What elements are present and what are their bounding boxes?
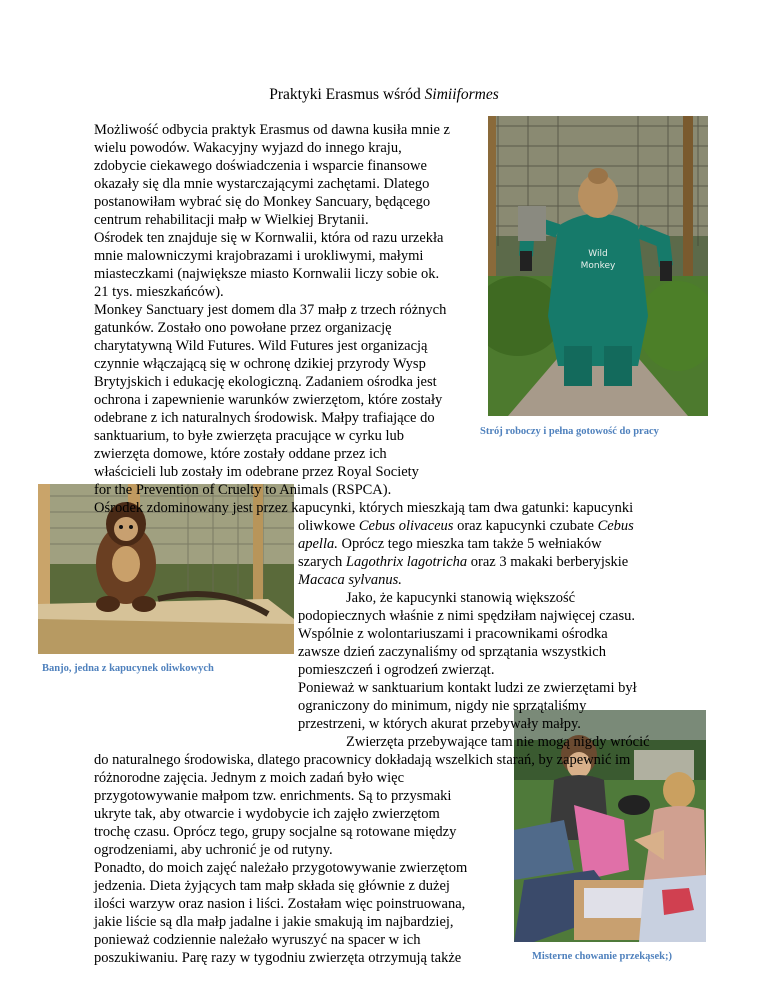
text-line: ponieważ codziennie należało wyruszyć na spacer w ich [94,932,421,948]
text-line: miasteczkami (największe miasto Kornwalii liczy sobie ok. [94,266,440,282]
text-line: pomieszczeń i ogrodzeń zwierząt. [298,662,495,678]
text-line: postanowiłam wybrać się do Monkey Sancuary, będącego [94,194,431,210]
text-line: odebrane z ich naturalnych środowisk. Małpy trafiające do [94,410,435,426]
text-line: trochę czasu. Oprócz tego, grupy socjalne są rotowane między [94,824,457,840]
text-line: charytatywną Wild Futures. Wild Futures jest organizacją [94,338,428,354]
text-line: właścicieli lub zostały im odebrane przez Royal Society [94,464,419,480]
text-line: do naturalnego środowiska, dlatego pracownicy dokładają wszelkich starań, by zapewnić im [94,752,631,768]
text-line: wielu powodów. Wakacyjny wyjazd do innego kraju, [94,140,402,156]
text-line: zdobycie ciekawego doświadczenia i wsparcie finansowe [94,158,427,174]
text-line: Możliwość odbycia praktyk Erasmus od dawna kusiła mnie z [94,122,450,138]
text-line: Ośrodek ten znajduje się w Kornwalii, która od razu urzekła [94,230,444,246]
worker-photo-caption: Strój roboczy i pełna gotowość do pracy [480,426,659,437]
text-line: Brytyjskich i edukację ekologiczną. Zadaniem ośrodka jest [94,374,437,390]
svg-text:Monkey: Monkey [580,261,616,271]
species-line: apella. Oprócz tego mieszka tam także 5 wełniaków [298,536,602,552]
text-line: mnie malowniczymi krajobrazami i urokliwymi, małymi [94,248,424,264]
text-line: zwierzęta domowe, które zostały oddane przez ich [94,446,387,462]
text-line: for the Prevention of Cruelty to Animals (RSPCA). [94,482,392,498]
svg-text:Wild: Wild [588,249,608,259]
text-line: Zwierzęta przebywające tam nie mogą nigdy wrócić [346,734,650,750]
text-line: ilości warzyw oraz nasion i liści. Zostałam więc poinstruowana, [94,896,466,912]
species-line: Macaca sylvanus. [298,572,402,588]
text-line: gatunków. Zostało ono powołane przez organizację [94,320,392,336]
text-line: podopiecznych właśnie z nimi spędziłam najwięcej czasu. [298,608,635,624]
text-line: Monkey Sanctuary jest domem dla 37 małp z trzech różnych [94,302,447,318]
text-line: okazały się dla mnie wystarczającymi zachętami. Dlatego [94,176,430,192]
text-line: poszukiwaniu. Parę razy w tygodniu zwierzęta otrzymują także [94,950,462,966]
species-line: szarych Lagothrix lagotricha oraz 3 makaki berberyjskie [298,554,629,570]
worker-photo [488,116,708,416]
text-line: ukryte tak, aby otwarcie i wydobycie ich zajęło zwierzętom [94,806,440,822]
text-line: jedzenia. Dieta żyjących tam małp składa się głównie z dużej [94,878,450,894]
text-line: Jako, że kapucynki stanowią większość [346,590,576,606]
text-line: Wspólnie z wolontariuszami i pracownikami ośrodka [298,626,608,642]
text-line: czynnie włączającą się w ochronę dzikiej przyrody Wysp [94,356,426,372]
capuchin-photo-caption: Banjo, jedna z kapucynek oliwkowych [42,663,214,674]
page-title: Praktyki Erasmus wśród Simiiformes [269,86,499,103]
text-line: 21 tys. mieszkańców). [94,284,224,300]
text-line: Ponieważ w sanktuarium kontakt ludzi ze zwierzętami był [298,680,637,696]
text-line: ogrodzeniami, aby uchronić je od rutyny. [94,842,333,858]
text-line: ochrona i zapewnienie warunków zwierzętom, które zostały [94,392,443,408]
text-line: Ponadto, do moich zajęć należało przygotowywanie zwierzętom [94,860,468,876]
text-line: jakie liście są dla małp jadalne i jakie smakują im najbardziej, [94,914,454,930]
text-line: zawsze dzień zaczynaliśmy od sprzątania wszystkich [298,644,606,660]
text-line: przygotowywanie małpom tzw. enrichments. Są to przysmaki [94,788,452,804]
enrichment-photo-caption: Misterne chowanie przekąsek;) [532,951,672,962]
text-line: Ośrodek zdominowany jest przez kapucynki, których mieszkają tam dwa gatunki: kapucynki [94,500,634,516]
text-line: centrum rehabilitacji małp w Wielkiej Brytanii. [94,212,369,228]
species-line: oliwkowe Cebus olivaceus oraz kapucynki czubate Cebus [298,518,634,534]
text-line: przestrzeni, w których akurat przebywały małpy. [298,716,581,732]
text-line: różnorodne zajęcia. Jednym z moich zadań było więc [94,770,405,786]
text-line: ograniczony do minimum, nigdy nie sprzątaliśmy [298,698,587,714]
text-line: sanktuarium, to byłe zwierzęta pracujące w cyrku lub [94,428,405,444]
